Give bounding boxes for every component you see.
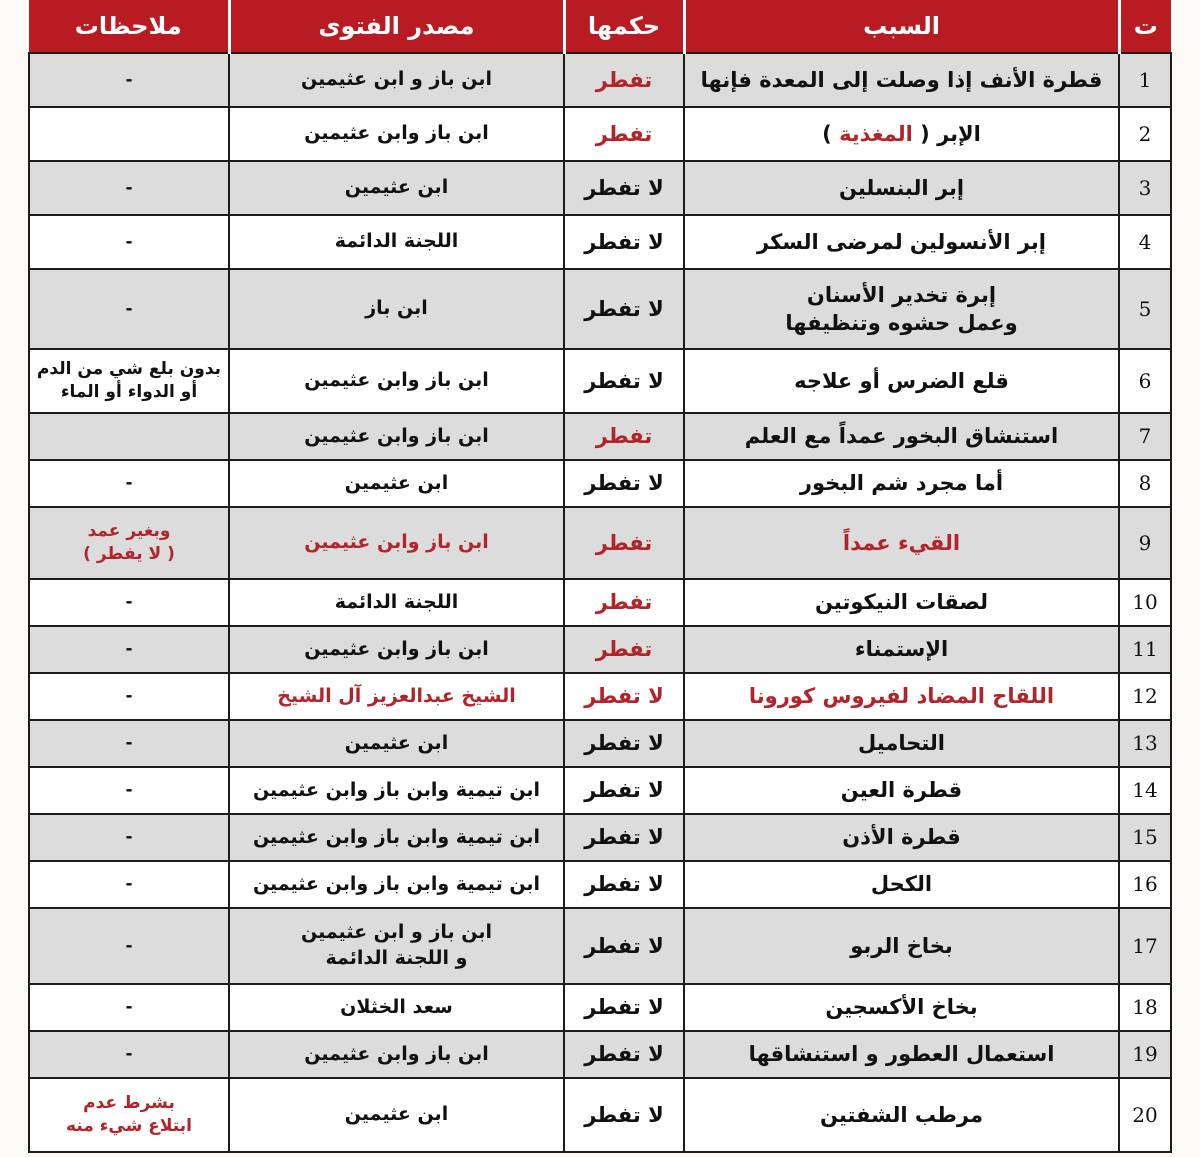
notes-line-2: ( لا يفطر ) (83, 544, 175, 564)
reason-cell (684, 269, 1119, 349)
source-cell: اللجنة الدائمة (229, 579, 564, 626)
table-row (29, 767, 1171, 814)
source-cell: ابن عثيمين (229, 1078, 564, 1152)
table-row (29, 1031, 1171, 1078)
source-cell: سعد الخثلان (229, 984, 564, 1031)
reason-cell: الإستمناء (684, 626, 1119, 673)
reason-cell: استنشاق البخور عمداً مع العلم (684, 413, 1119, 460)
notes-cell: - (29, 460, 229, 507)
ruling-cell: لا تفطر (564, 460, 684, 507)
fasting-rulings-table (28, 0, 1172, 1153)
row-number: 7 (1119, 413, 1171, 460)
notes-cell: - (29, 626, 229, 673)
row-number: 9 (1119, 507, 1171, 579)
source-cell: ابن باز وابن عثيمين (229, 507, 564, 579)
source-cell: ابن باز وابن عثيمين (229, 1031, 564, 1078)
table-row (29, 507, 1171, 579)
ruling-cell: لا تفطر (564, 161, 684, 215)
reason-cell: إبر الأنسولين لمرضى السكر (684, 215, 1119, 269)
reason-cell: الكحل (684, 861, 1119, 908)
row-number: 3 (1119, 161, 1171, 215)
reason-suffix: ) (822, 121, 832, 146)
notes-cell: - (29, 579, 229, 626)
notes-cell: - (29, 908, 229, 984)
ruling-cell: لا تفطر (564, 215, 684, 269)
ruling-cell: لا تفطر (564, 1031, 684, 1078)
table-row (29, 349, 1171, 413)
row-number: 6 (1119, 349, 1171, 413)
ruling-cell: تفطر (564, 53, 684, 107)
row-number: 17 (1119, 908, 1171, 984)
table-row (29, 161, 1171, 215)
reason-line-2: وعمل حشوه وتنظيفها (785, 311, 1018, 335)
table-row (29, 53, 1171, 107)
row-number: 1 (1119, 53, 1171, 107)
ruling-cell: لا تفطر (564, 673, 684, 720)
table-row (29, 579, 1171, 626)
row-number: 16 (1119, 861, 1171, 908)
reason-cell: استعمال العطور و استنشاقها (684, 1031, 1119, 1078)
source-cell: الشيخ عبدالعزيز آل الشيخ (229, 673, 564, 720)
ruling-cell: لا تفطر (564, 767, 684, 814)
reason-cell: قلع الضرس أو علاجه (684, 349, 1119, 413)
row-number: 15 (1119, 814, 1171, 861)
notes-cell: - (29, 53, 229, 107)
notes-line-1: وبغير عمد (87, 521, 171, 542)
source-cell: ابن باز وابن عثيمين (229, 626, 564, 673)
notes-cell: - (29, 984, 229, 1031)
notes-cell (29, 507, 229, 579)
reason-cell (684, 107, 1119, 161)
ruling-cell: تفطر (564, 507, 684, 579)
table-row (29, 215, 1171, 269)
source-line-1: ابن باز و ابن عثيمين (300, 921, 493, 944)
header-number: ت (1119, 0, 1171, 53)
reason-cell: قطرة الأذن (684, 814, 1119, 861)
table-row (29, 626, 1171, 673)
reason-line-1: إبرة تخدير الأسنان (806, 282, 997, 307)
header-reason: السبب (684, 0, 1119, 53)
source-cell: ابن عثيمين (229, 161, 564, 215)
ruling-cell: لا تفطر (564, 984, 684, 1031)
header-ruling: حكمها (564, 0, 684, 53)
source-cell: ابن تيمية وابن باز وابن عثيمين (229, 861, 564, 908)
table-row (29, 814, 1171, 861)
source-line-2: و اللجنة الدائمة (325, 947, 468, 969)
ruling-cell: تفطر (564, 107, 684, 161)
header-notes: ملاحظات (29, 0, 229, 53)
source-cell (229, 908, 564, 984)
source-cell: ابن باز وابن عثيمين (229, 107, 564, 161)
notes-cell: - (29, 1031, 229, 1078)
notes-cell (29, 349, 229, 413)
reason-cell: أما مجرد شم البخور (684, 460, 1119, 507)
reason-cell: اللقاح المضاد لفيروس كورونا (684, 673, 1119, 720)
table-row (29, 908, 1171, 984)
reason-cell: بخاخ الربو (684, 908, 1119, 984)
table-row (29, 107, 1171, 161)
ruling-cell: لا تفطر (564, 1078, 684, 1152)
ruling-cell: تفطر (564, 626, 684, 673)
reason-cell: القيء عمداً (684, 507, 1119, 579)
notes-cell: - (29, 720, 229, 767)
source-cell: ابن عثيمين (229, 460, 564, 507)
reason-cell: التحاميل (684, 720, 1119, 767)
header-source: مصدر الفتوى (229, 0, 564, 53)
row-number: 19 (1119, 1031, 1171, 1078)
ruling-cell: لا تفطر (564, 269, 684, 349)
notes-line-2: أو الدواء أو الماء (60, 382, 198, 402)
source-cell: ابن عثيمين (229, 720, 564, 767)
notes-line-2: ابتلاع شيء منه (66, 1116, 192, 1136)
table-row (29, 984, 1171, 1031)
reason-cell: إبر البنسلين (684, 161, 1119, 215)
notes-line-1: بدون بلع شي من الدم (36, 359, 222, 380)
table-row (29, 861, 1171, 908)
row-number: 10 (1119, 579, 1171, 626)
source-cell: ابن باز (229, 269, 564, 349)
source-cell: ابن باز و ابن عثيمين (229, 53, 564, 107)
notes-cell (29, 413, 229, 460)
table-row (29, 1078, 1171, 1152)
source-cell: ابن باز وابن عثيمين (229, 413, 564, 460)
row-number: 2 (1119, 107, 1171, 161)
ruling-cell: لا تفطر (564, 349, 684, 413)
ruling-cell: تفطر (564, 579, 684, 626)
table-header-row (29, 0, 1171, 53)
notes-cell: - (29, 269, 229, 349)
table-row (29, 673, 1171, 720)
notes-line-1: بشرط عدم (83, 1093, 175, 1114)
row-number: 11 (1119, 626, 1171, 673)
source-cell: ابن تيمية وابن باز وابن عثيمين (229, 767, 564, 814)
table-row (29, 460, 1171, 507)
notes-cell: - (29, 161, 229, 215)
row-number: 18 (1119, 984, 1171, 1031)
notes-cell: - (29, 861, 229, 908)
notes-cell: - (29, 767, 229, 814)
notes-cell: - (29, 673, 229, 720)
reason-cell: بخاخ الأكسجين (684, 984, 1119, 1031)
row-number: 13 (1119, 720, 1171, 767)
source-cell: اللجنة الدائمة (229, 215, 564, 269)
ruling-cell: تفطر (564, 413, 684, 460)
source-cell: ابن تيمية وابن باز وابن عثيمين (229, 814, 564, 861)
reason-cell: قطرة الأنف إذا وصلت إلى المعدة فإنها (684, 53, 1119, 107)
ruling-cell: لا تفطر (564, 861, 684, 908)
reason-cell: لصقات النيكوتين (684, 579, 1119, 626)
row-number: 4 (1119, 215, 1171, 269)
source-cell: ابن باز وابن عثيمين (229, 349, 564, 413)
row-number: 8 (1119, 460, 1171, 507)
reason-cell: قطرة العين (684, 767, 1119, 814)
ruling-cell: لا تفطر (564, 814, 684, 861)
row-number: 20 (1119, 1078, 1171, 1152)
notes-cell: - (29, 814, 229, 861)
ruling-cell: لا تفطر (564, 908, 684, 984)
table-row (29, 269, 1171, 349)
notes-cell: - (29, 215, 229, 269)
notes-cell (29, 107, 229, 161)
reason-cell: مرطب الشفتين (684, 1078, 1119, 1152)
notes-cell (29, 1078, 229, 1152)
row-number: 12 (1119, 673, 1171, 720)
reason-highlight: المغذية (839, 121, 913, 146)
row-number: 5 (1119, 269, 1171, 349)
table-row (29, 413, 1171, 460)
table-row (29, 720, 1171, 767)
reason-prefix: الإبر ( (920, 121, 981, 146)
row-number: 14 (1119, 767, 1171, 814)
ruling-cell: لا تفطر (564, 720, 684, 767)
